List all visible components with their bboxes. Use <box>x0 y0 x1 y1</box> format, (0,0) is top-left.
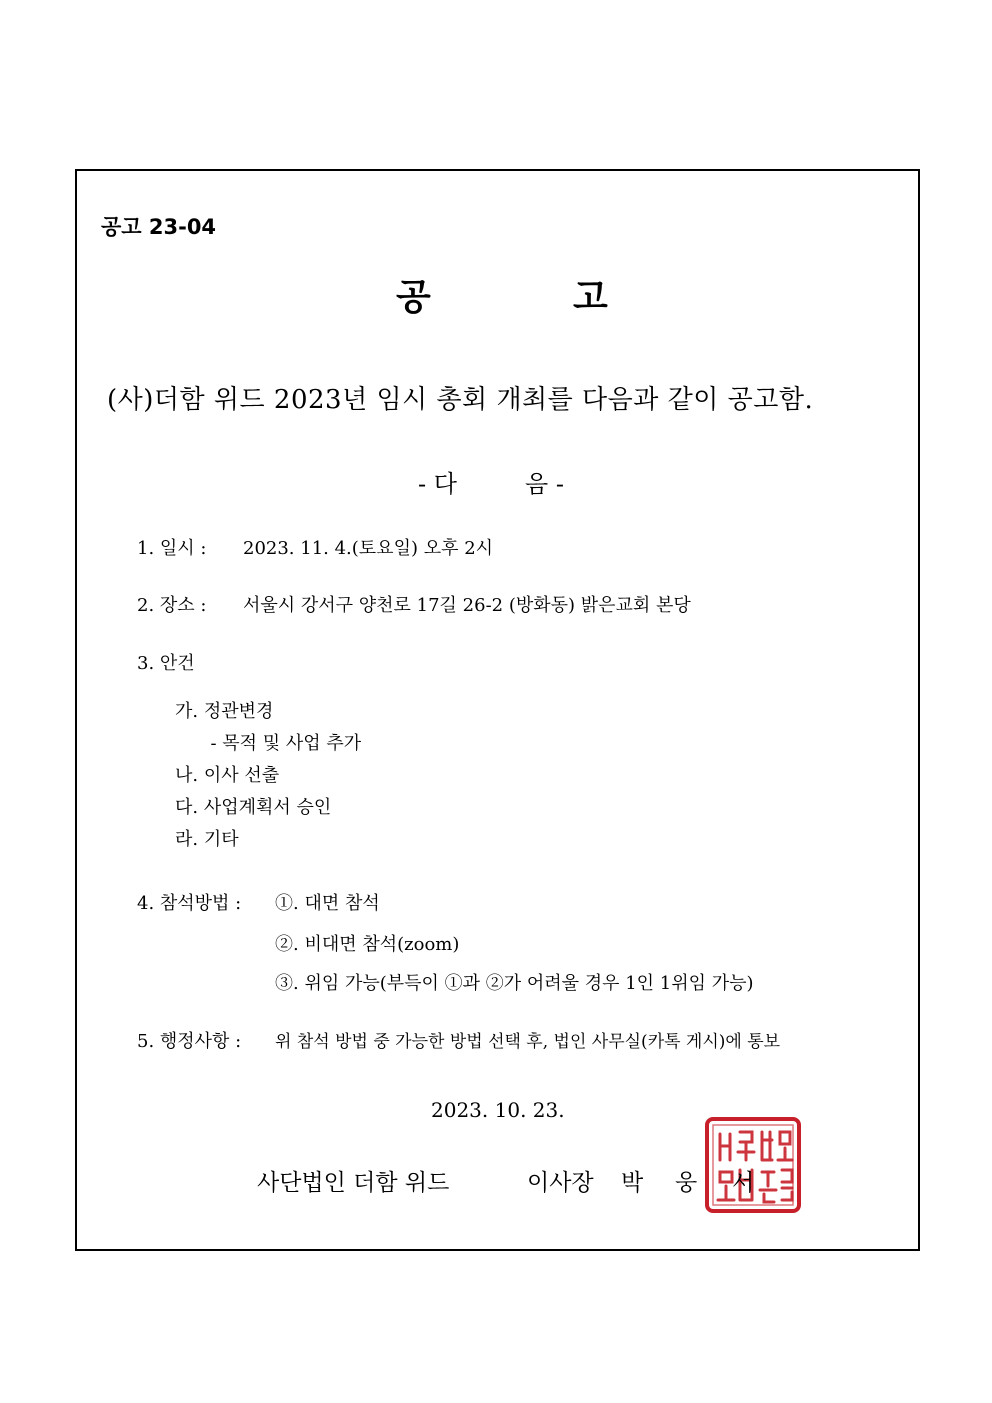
title-char-left: 공 <box>396 277 431 318</box>
signature-name-part: 웅 <box>675 1170 698 1196</box>
admin-label: 5. 행정사항 : <box>137 1031 242 1052</box>
attendance-option: ③. 위임 가능(부득이 ①과 ②가 어려울 경우 1인 1위임 가능) <box>275 973 754 994</box>
notice-frame <box>75 169 920 1251</box>
signature-name-part: 박 <box>621 1170 644 1196</box>
attendance-label: 4. 참석방법 : <box>137 893 242 914</box>
follows-heading-left: - 다 <box>418 470 457 498</box>
attendance-option: ②. 비대면 참석(zoom) <box>275 934 460 955</box>
admin-value: 위 참석 방법 중 가능한 방법 선택 후, 법인 사무실(카톡 게시)에 통보 <box>275 1032 781 1052</box>
signature-name-part: 서 <box>732 1170 755 1196</box>
agenda-entry: 가. 정관변경 <box>175 701 274 722</box>
agenda-entry: 라. 기타 <box>175 829 239 850</box>
signature-org: 사단법인 더함 위드 <box>257 1170 450 1196</box>
datetime-value: 2023. 11. 4.(토요일) 오후 2시 <box>243 538 494 559</box>
notice-date: 2023. 10. 23. <box>431 1098 565 1122</box>
title-char-right: 고 <box>573 277 608 318</box>
agenda-label: 3. 안건 <box>137 653 195 674</box>
follows-heading-right: 음 - <box>525 470 564 498</box>
notice-number: 공고 23-04 <box>101 215 217 239</box>
lead-sentence: (사)더함 위드 2023년 임시 총회 개최를 다음과 같이 공고함. <box>107 385 814 415</box>
agenda-entry: - 목적 및 사업 추가 <box>199 733 362 754</box>
agenda-entry: 다. 사업계획서 승인 <box>175 797 332 818</box>
signature-position: 이사장 <box>527 1170 594 1196</box>
attendance-option: ①. 대면 참석 <box>275 893 380 914</box>
datetime-label: 1. 일시 : <box>137 538 207 559</box>
venue-label: 2. 장소 : <box>137 595 207 616</box>
agenda-entry: 나. 이사 선출 <box>175 765 280 786</box>
venue-value: 서울시 강서구 양천로 17길 26-2 (방화동) 밝은교회 본당 <box>243 595 691 616</box>
